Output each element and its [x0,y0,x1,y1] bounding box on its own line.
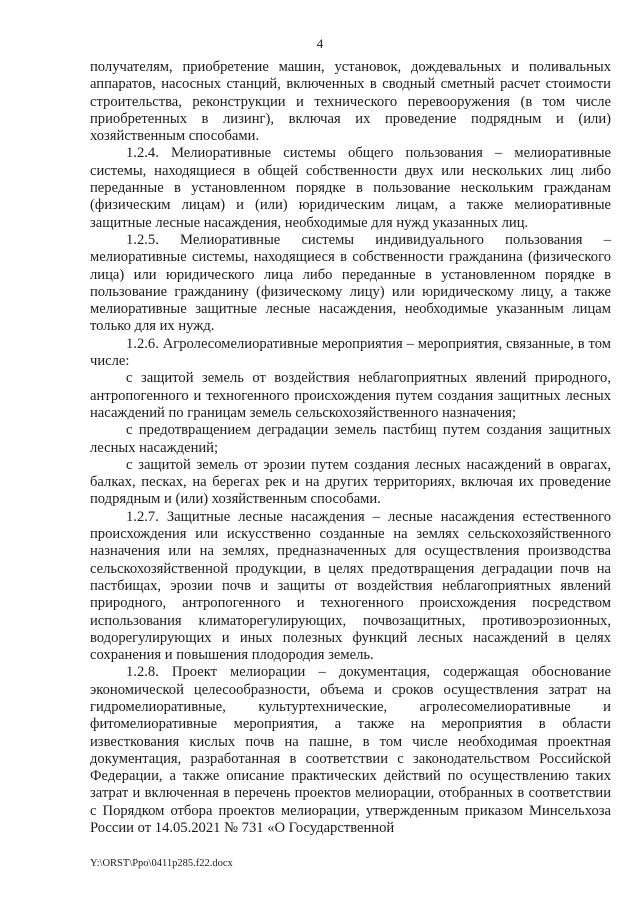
paragraph-1-2-6-item-1: с защитой земель от воздействия неблагоприятных явлений природного, антропогенного и техногенного происхождения путем создания защитных лесных насаждений по границам земель сельскохозяйственного назначения; [90,370,611,421]
paragraph-1-2-5: 1.2.5. Мелиоративные системы индивидуального пользования – мелиоративные системы, находящиеся в собственности гражданина (физического лица) или юридического лица либо переданные в установленном порядке в пользование гражданину (физическому лицу) или юридическому лицу, а также мелиоративные защитные лесные насаждения, необходимые указанным лицам только для их нужд. [90,231,611,335]
paragraph-continuation: получателям, приобретение машин, установок, дождевальных и поливальных аппаратов, насосных станций, включенных в сводный сметный расчет стоимости строительства, реконструкции и технического перевооружения (в том числе приобретенных в лизинг), включая их проведение подрядным и (или) хозяйственным способами. [90,59,611,145]
paragraph-1-2-6-item-3: с защитой земель от эрозии путем создания лесных насаждений в оврагах, балках, песках, на берегах рек и на других территориях, включая их проведение подрядным и (или) хозяйственным способами. [90,456,611,508]
paragraph-1-2-7: 1.2.7. Защитные лесные насаждения – лесные насаждения естественного происхождения или искусственно созданные на землях сельскохозяйственного назначения или на землях, предназначенных для осуществления производства сельскохозяйственной продукции, в целях предотвращения деградации почв на пастбищах, эрозии почв и защиты от воздействия неблагоприятных явлений природного, антропогенного и техногенного происхождения посредством использования климаторегулирующих, почвозащитных, противоэрозионных, водорегулирующих и иных полезных функций лесных насаждений в целях сохранения и повышения плодородия земель. [90,508,611,664]
document-body [90,59,611,837]
paragraph-1-2-8: 1.2.8. Проект мелиорации – документация, содержащая обоснование экономической целесообразности, объема и сроков осуществления затрат на гидромелиоративные, культуртехнические, агролесомелиоративные и фитомелиоративные мероприятия, а также на мероприятия в области известкования кислых почв на пашне, в том числе необходимая проектная документация, разработанная в соответствии с законодательством Российской Федерации, а также описание практических действий по осуществлению таких затрат и включенная в перечень проектов мелиорации, отобранных в соответствии с Порядком отбора проектов мелиорации, утвержденным приказом Минсельхоза России от 14.05.2021 № 731 «О Государственной [90,664,611,837]
paragraph-1-2-4: 1.2.4. Мелиоративные системы общего пользования – мелиоративные системы, находящиеся в общей собственности двух или нескольких лиц либо переданные в установленном порядке в пользование нескольким гражданам (физическим лицам) и (или) юридическим лицам, а также мелиоративные защитные лесные насаждения, необходимые для нужд указанных лиц. [90,145,611,231]
paragraph-1-2-6: 1.2.6. Агролесомелиоративные мероприятия – мероприятия, связанные, в том числе: [90,335,611,370]
paragraph-1-2-6-item-2: с предотвращением деградации земель пастбищ путем создания защитных лесных насаждений; [90,422,611,456]
page-number: 4 [316,36,324,51]
footer-file-path: Y:\ORST\Ppo\0411p285.f22.docx [90,858,233,869]
